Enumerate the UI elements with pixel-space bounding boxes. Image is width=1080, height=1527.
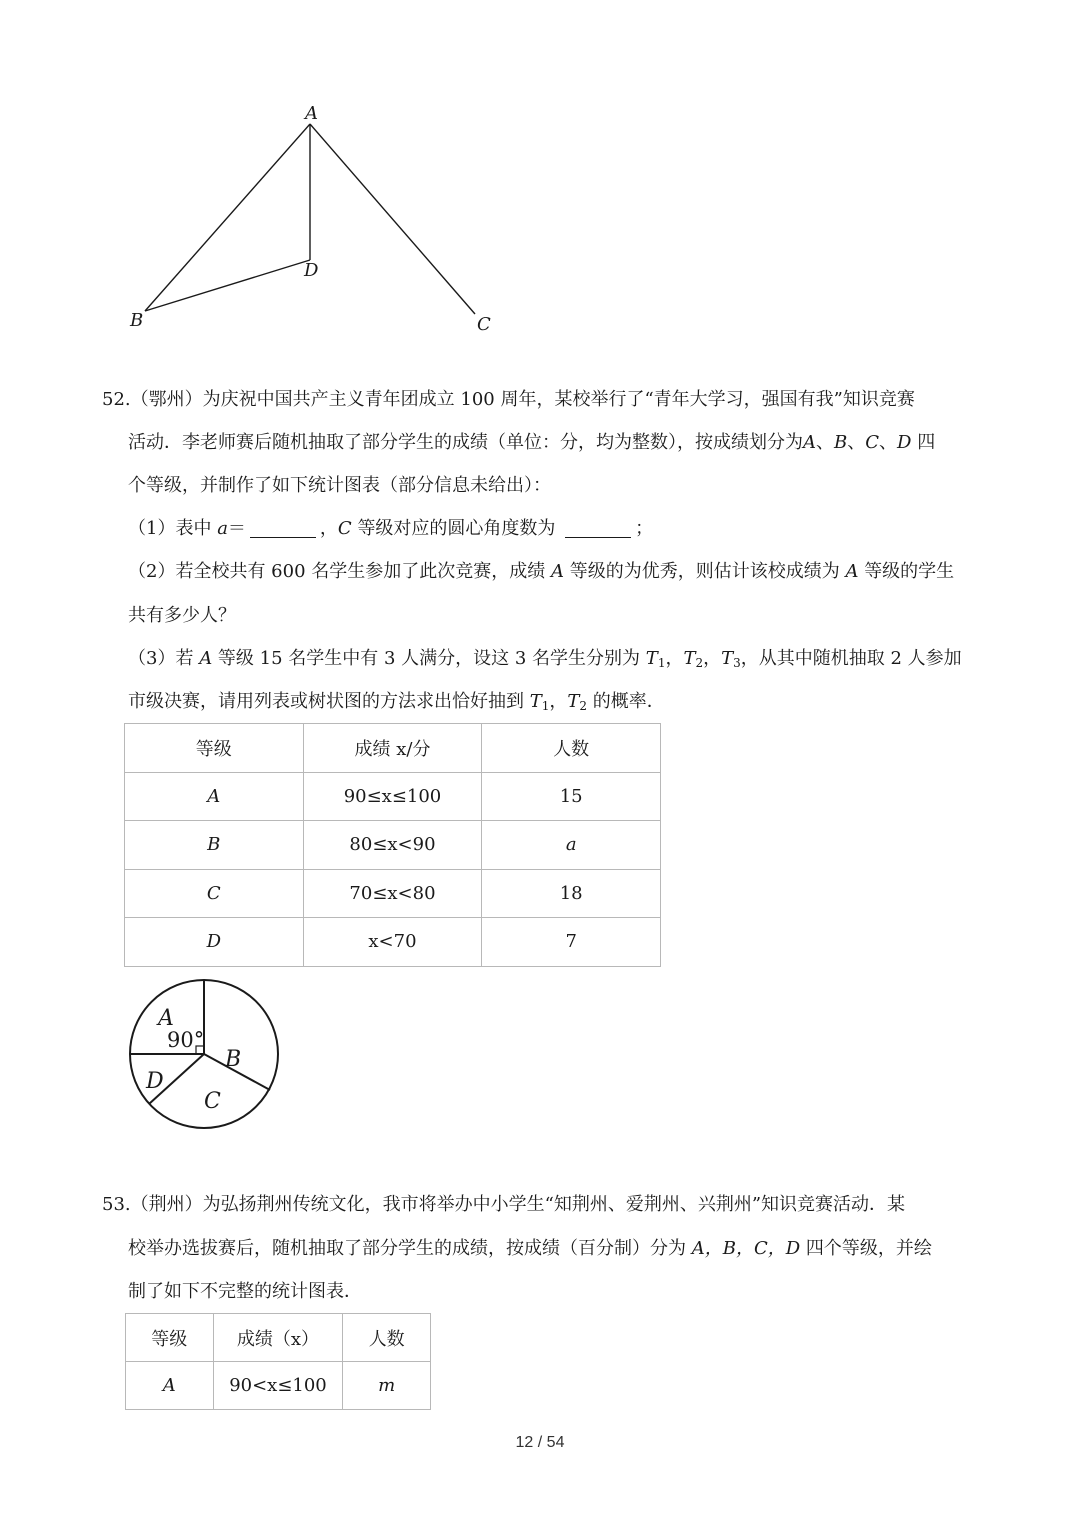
q53-line2: 校举办选拔赛后，随机抽取了部分学生的成绩，按成绩（百分制）分为 A，B，C，D 四个等级，并绘 bbox=[128, 1238, 932, 1259]
q52-part1: （1）表中 a＝ ，C 等级对应的圆心角度数为 ； bbox=[128, 518, 654, 539]
q53-number: 53. bbox=[102, 1194, 131, 1215]
count-cell: 15 bbox=[482, 772, 661, 821]
q52-part2-cont: 共有多少人？ bbox=[128, 605, 236, 626]
segment-bd bbox=[145, 260, 310, 311]
table-header-cell: 人数 bbox=[343, 1314, 431, 1362]
range-cell: 70≤x<80 bbox=[303, 869, 482, 918]
range-cell: x<70 bbox=[303, 918, 482, 967]
q53-score-table bbox=[125, 1313, 431, 1410]
pie-label-b: B bbox=[225, 1047, 242, 1072]
range-cell: 80≤x<90 bbox=[303, 821, 482, 870]
q52-part3: （3）若 A 等级 15 名学生中有 3 人满分，设这 3 名学生分别为 $T_1$，$T_2$，$T_3$，从其中随机抽取 2 人参加 bbox=[128, 648, 962, 670]
q52-line2: 活动．李老师赛后随机抽取了部分学生的成绩（单位：分，均为整数），按成绩划分为A、B、C、D 四 bbox=[128, 432, 936, 453]
table-header-cell: 等级 bbox=[126, 1314, 214, 1362]
table-row bbox=[125, 869, 661, 918]
pie-label-a: A bbox=[158, 1006, 174, 1031]
q52-pie-chart bbox=[125, 974, 285, 1134]
grade-cell: C bbox=[125, 869, 304, 918]
pie-angle-label: 90° bbox=[167, 1028, 205, 1052]
table-header-cell: 成绩（x） bbox=[213, 1314, 343, 1362]
table-header-cell: 等级 bbox=[125, 724, 304, 773]
count-cell: m bbox=[343, 1362, 431, 1410]
table-header-cell: 人数 bbox=[482, 724, 661, 773]
segment-ab bbox=[145, 124, 310, 311]
table-row bbox=[125, 821, 661, 870]
range-cell: 90≤x≤100 bbox=[303, 772, 482, 821]
table-row bbox=[126, 1362, 431, 1410]
table-header-cell: 成绩 x/分 bbox=[303, 724, 482, 773]
count-cell: 18 bbox=[482, 869, 661, 918]
q52-number: 52. bbox=[102, 389, 131, 410]
grade-cell: B bbox=[125, 821, 304, 870]
range-cell: 90<x≤100 bbox=[213, 1362, 343, 1410]
grade-cell: A bbox=[126, 1362, 214, 1410]
count-cell: a bbox=[482, 821, 661, 870]
table-header-row bbox=[125, 724, 661, 773]
q52-part2: （2）若全校共有 600 名学生参加了此次竞赛，成绩 A 等级的为优秀，则估计该校成绩为 A 等级的学生 bbox=[128, 561, 955, 582]
geometry-figure bbox=[120, 100, 520, 340]
grade-cell: D bbox=[125, 918, 304, 967]
q52-score-table bbox=[124, 723, 661, 967]
q53-line3: 制了如下不完整的统计图表． bbox=[128, 1281, 362, 1302]
answer-blank-a[interactable] bbox=[250, 519, 316, 538]
q53-source: （荆州） bbox=[130, 1194, 203, 1215]
page-number: 12 / 54 bbox=[515, 1434, 565, 1451]
table-row bbox=[125, 772, 661, 821]
point-label-b: B bbox=[130, 310, 144, 331]
q52-line3: 个等级，并制作了如下统计图表（部分信息未给出）： bbox=[128, 475, 551, 496]
point-label-d: D bbox=[304, 260, 319, 281]
pie-label-d: D bbox=[146, 1069, 164, 1094]
answer-blank-angle[interactable] bbox=[565, 519, 631, 538]
point-label-a: A bbox=[305, 103, 318, 124]
q52-source: （鄂州） bbox=[130, 389, 203, 410]
segment-ac bbox=[310, 124, 475, 314]
table-header-row bbox=[126, 1314, 431, 1362]
count-cell: 7 bbox=[482, 918, 661, 967]
table-row bbox=[125, 918, 661, 967]
q53-line1: 53.（荆州）为弘扬荆州传统文化，我市将举办中小学生“知荆州、爱荆州、兴荆州”知识竞赛活动．某 bbox=[102, 1194, 906, 1215]
q52-part3-cont: 市级决赛，请用列表或树状图的方法求出恰好抽到 $T_1$，$T_2$ 的概率． bbox=[128, 691, 665, 713]
grade-cell: A bbox=[125, 772, 304, 821]
point-label-c: C bbox=[477, 314, 491, 335]
pie-label-c: C bbox=[204, 1089, 221, 1114]
q52-line1: 52.（鄂州）为庆祝中国共产主义青年团成立 100 周年，某校举行了“青年大学习，强国有我”知识竞赛 bbox=[102, 389, 915, 410]
